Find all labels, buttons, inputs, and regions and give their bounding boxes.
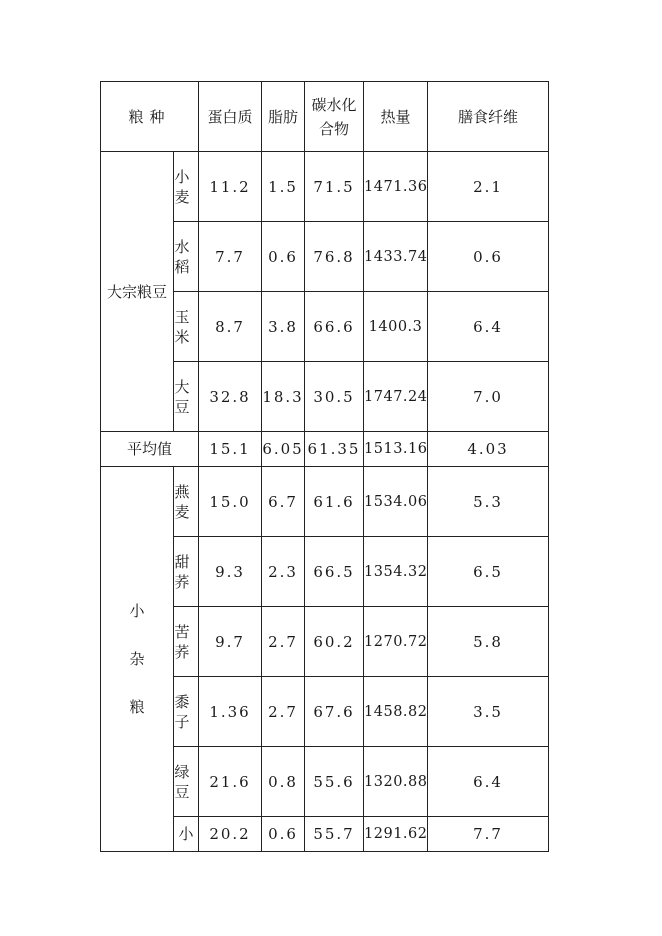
- energy-cell: 1320.88: [364, 747, 428, 817]
- fat-cell: 2.7: [262, 607, 305, 677]
- energy-cell: 1534.06: [364, 467, 428, 537]
- carb-cell: 61.6: [305, 467, 364, 537]
- fat-cell: 2.7: [262, 677, 305, 747]
- header-energy: 热量: [364, 82, 428, 152]
- energy-cell: 1458.82: [364, 677, 428, 747]
- carb-cell: 76.8: [305, 222, 364, 292]
- energy-cell: 1400.3: [364, 292, 428, 362]
- grain-name: 玉 米: [174, 292, 199, 362]
- fat-cell: 18.3: [262, 362, 305, 432]
- protein-cell: 15.1: [199, 432, 262, 467]
- header-protein: 蛋白质: [199, 82, 262, 152]
- header-carb-line1: 碳水化: [311, 95, 357, 114]
- carb-cell: 61.35: [305, 432, 364, 467]
- fiber-cell: 6.4: [428, 292, 549, 362]
- protein-cell: 11.2: [199, 152, 262, 222]
- fat-cell: 0.6: [262, 222, 305, 292]
- fat-cell: 0.6: [262, 817, 305, 852]
- average-row: [101, 432, 549, 467]
- fat-cell: 2.3: [262, 537, 305, 607]
- energy-cell: 1291.62: [364, 817, 428, 852]
- energy-cell: 1433.74: [364, 222, 428, 292]
- group-minor: [101, 467, 174, 852]
- fiber-cell: 6.5: [428, 537, 549, 607]
- grain-name: 黍 子: [174, 677, 199, 747]
- fiber-cell: 6.4: [428, 747, 549, 817]
- protein-cell: 32.8: [199, 362, 262, 432]
- header-fiber: 膳食纤维: [428, 82, 549, 152]
- group-minor-char3: 粮: [129, 698, 145, 716]
- grain-name: 小 麦: [174, 152, 199, 222]
- header-carb-line2: 合物: [319, 119, 350, 138]
- protein-cell: 9.3: [199, 537, 262, 607]
- grain-name: 绿 豆: [174, 747, 199, 817]
- protein-cell: 9.7: [199, 607, 262, 677]
- header-carb: [305, 82, 364, 152]
- group-minor-char2: 杂: [129, 650, 145, 668]
- group-minor-char1: 小: [129, 602, 145, 620]
- carb-cell: 60.2: [305, 607, 364, 677]
- grain-name: 小: [174, 817, 199, 852]
- energy-cell: 1747.24: [364, 362, 428, 432]
- grain-name: 大 豆: [174, 362, 199, 432]
- energy-cell: 1270.72: [364, 607, 428, 677]
- header-fat: 脂肪: [262, 82, 305, 152]
- fiber-cell: 5.8: [428, 607, 549, 677]
- fiber-cell: 4.03: [428, 432, 549, 467]
- grain-name: 燕 麦: [174, 467, 199, 537]
- group-staple: 大宗粮豆: [101, 152, 174, 432]
- carb-cell: 30.5: [305, 362, 364, 432]
- fat-cell: 3.8: [262, 292, 305, 362]
- fat-cell: 1.5: [262, 152, 305, 222]
- protein-cell: 8.7: [199, 292, 262, 362]
- fiber-cell: 3.5: [428, 677, 549, 747]
- protein-cell: 20.2: [199, 817, 262, 852]
- fat-cell: 0.8: [262, 747, 305, 817]
- carb-cell: 71.5: [305, 152, 364, 222]
- carb-cell: 67.6: [305, 677, 364, 747]
- energy-cell: 1354.32: [364, 537, 428, 607]
- energy-cell: 1513.16: [364, 432, 428, 467]
- fiber-cell: 0.6: [428, 222, 549, 292]
- table-row: [101, 152, 549, 222]
- fat-cell: 6.05: [262, 432, 305, 467]
- carb-cell: 55.6: [305, 747, 364, 817]
- protein-cell: 7.7: [199, 222, 262, 292]
- grain-name: 苦 荞: [174, 607, 199, 677]
- fiber-cell: 5.3: [428, 467, 549, 537]
- fiber-cell: 7.7: [428, 817, 549, 852]
- header-variety: 粮种: [101, 82, 199, 152]
- average-label: 平均值: [101, 432, 199, 467]
- grain-name: 甜 荞: [174, 537, 199, 607]
- energy-cell: 1471.36: [364, 152, 428, 222]
- carb-cell: 55.7: [305, 817, 364, 852]
- table-row: [101, 467, 549, 537]
- fiber-cell: 2.1: [428, 152, 549, 222]
- carb-cell: 66.6: [305, 292, 364, 362]
- grain-name: 水 稻: [174, 222, 199, 292]
- protein-cell: 21.6: [199, 747, 262, 817]
- fat-cell: 6.7: [262, 467, 305, 537]
- protein-cell: 1.36: [199, 677, 262, 747]
- protein-cell: 15.0: [199, 467, 262, 537]
- carb-cell: 66.5: [305, 537, 364, 607]
- header-row: [101, 82, 549, 152]
- grain-nutrition-table: [100, 81, 549, 852]
- fiber-cell: 7.0: [428, 362, 549, 432]
